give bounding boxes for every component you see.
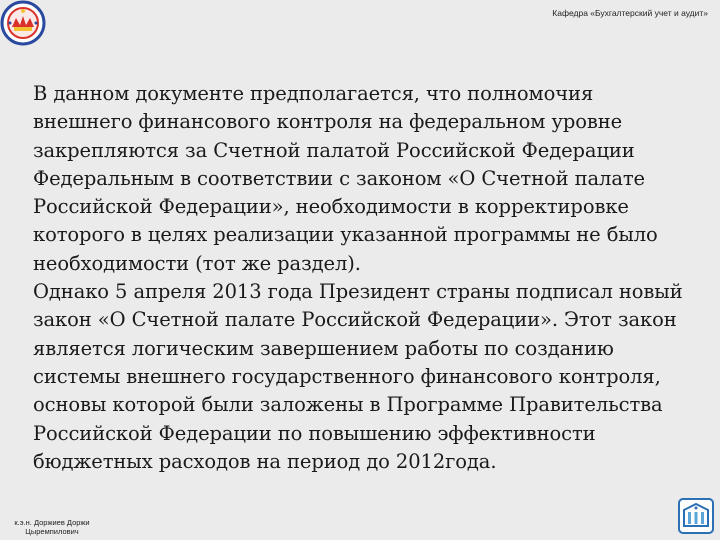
author-line-1: к.э.н. Доржиев Доржи	[14, 518, 90, 527]
university-emblem-icon	[0, 0, 46, 46]
author-credit	[12, 518, 92, 536]
paragraph-2: Однако 5 апреля 2013 года Президент страны подписал новый закон «О Счетной палате Российской Федерации». Этот закон является логическим завершением работы по созданию системы внешнего государственного финансового контроля, основы которой были заложены в Программе Правительства Российской Федерации по повышению эффективности бюджетных расходов на период до 2012года.	[33, 280, 683, 473]
paragraph-1: В данном документе предполагается, что полномочия внешнего финансового контроля на федеральном уровне закрепляются за Счетной палатой Российской Федерации Федеральным в соответствии с законом «О Счетной палате Российской Федерации», необходимости в корректировке которого в целях реализации указанной программы не было необходимости (тот же раздел).	[33, 82, 658, 275]
author-line-2: Цыремпилович	[25, 527, 79, 536]
institute-emblem-icon	[676, 496, 716, 536]
main-text	[33, 80, 693, 476]
department-header: Кафедра «Бухгалтерский учет и аудит»	[552, 8, 708, 18]
